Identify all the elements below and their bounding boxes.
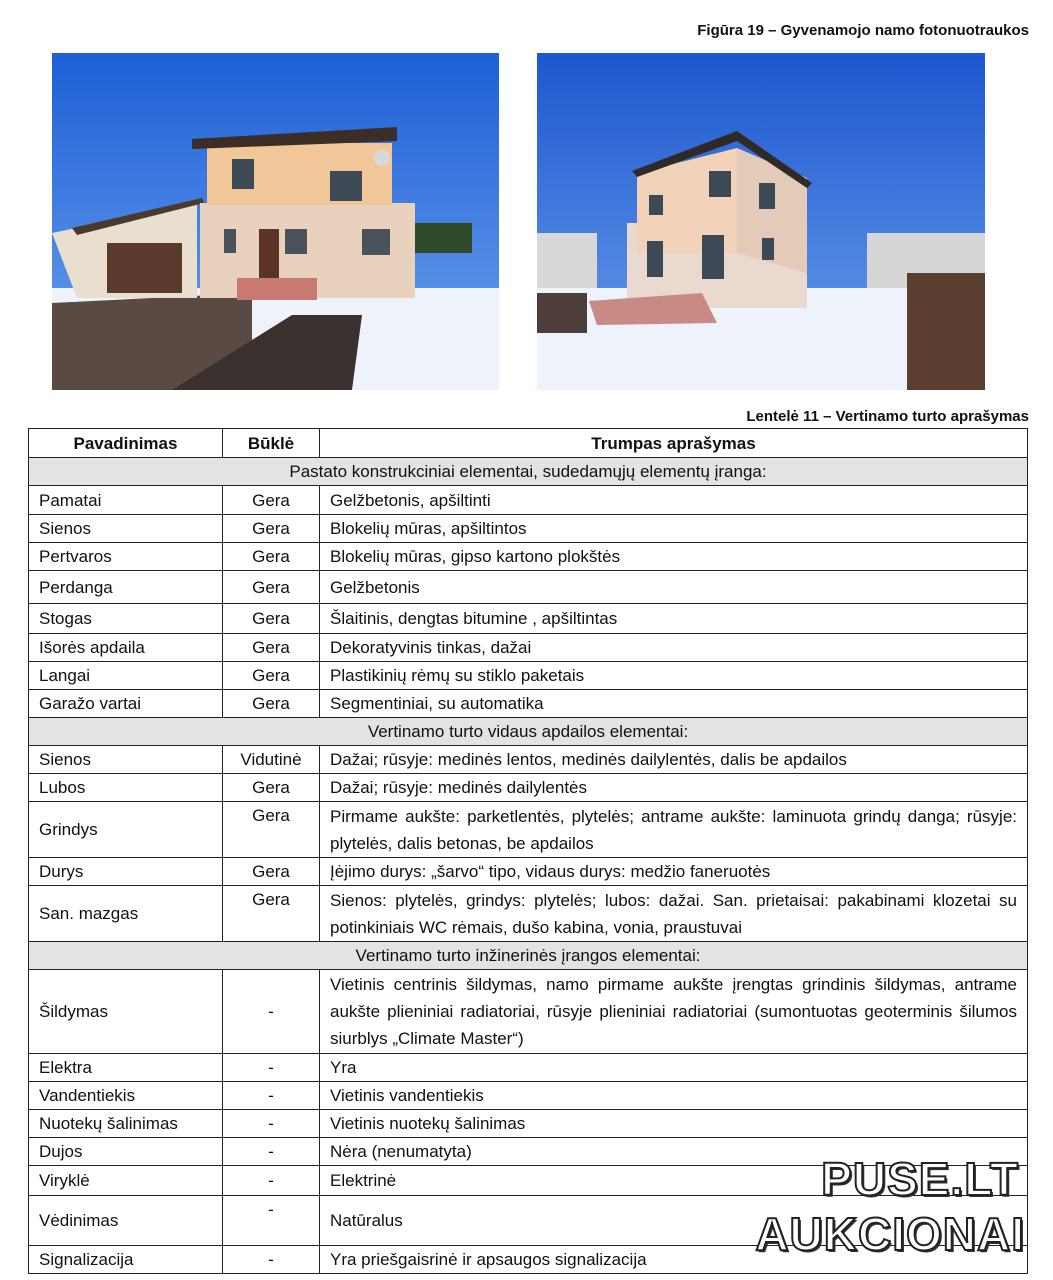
- row-name: Stogas: [29, 604, 223, 634]
- row-name: Išorės apdaila: [29, 634, 223, 662]
- row-state: Gera: [223, 571, 320, 604]
- row-name: Nuotekų šalinimas: [29, 1110, 223, 1138]
- row-state: -: [223, 1166, 320, 1196]
- row-description: Dažai; rūsyje: medinės lentos, medinės dailylentės, dalis be apdailos: [320, 746, 1028, 774]
- row-state: Gera: [223, 690, 320, 718]
- table-row: [29, 571, 1028, 604]
- row-state: Gera: [223, 634, 320, 662]
- row-description: Elektrinė: [320, 1166, 1028, 1196]
- row-name: Langai: [29, 662, 223, 690]
- row-state: Gera: [223, 774, 320, 802]
- row-state: Gera: [223, 486, 320, 515]
- table-row: [29, 604, 1028, 634]
- table-row: [29, 1110, 1028, 1138]
- row-state: -: [223, 1110, 320, 1138]
- row-state: -: [223, 1054, 320, 1082]
- row-name: Grindys: [29, 802, 223, 858]
- table-row: [29, 543, 1028, 571]
- table-caption: Lentelė 11 – Vertinamo turto aprašymas: [746, 408, 1029, 425]
- row-description: Blokelių mūras, apšiltintos: [320, 515, 1028, 543]
- row-name: Pamatai: [29, 486, 223, 515]
- row-name: Elektra: [29, 1054, 223, 1082]
- table-row: [29, 1082, 1028, 1110]
- row-description: Yra: [320, 1054, 1028, 1082]
- table-row: [29, 802, 1028, 858]
- row-state: Gera: [223, 858, 320, 886]
- table-header-row: [29, 429, 1028, 458]
- table-row: [29, 774, 1028, 802]
- house-photo-front: [52, 53, 499, 390]
- row-description: Vietinis centrinis šildymas, namo pirmame aukšte įrengtas grindinis šildymas, antrame aukšte plieniniai radiatoriai, rūsyje plieniniai radiatoriai (sumontuotas geoterminis šilumos siurblys „Climate Master“): [320, 970, 1028, 1054]
- section-title: Vertinamo turto inžinerinės įrangos elementai:: [29, 942, 1028, 970]
- row-name: Durys: [29, 858, 223, 886]
- row-state: Gera: [223, 662, 320, 690]
- row-state: Gera: [223, 802, 320, 858]
- row-description: Plastikinių rėmų su stiklo paketais: [320, 662, 1028, 690]
- row-name: Vėdinimas: [29, 1196, 223, 1246]
- row-description: Segmentiniai, su automatika: [320, 690, 1028, 718]
- header-description: Trumpas aprašymas: [320, 429, 1028, 458]
- row-description: Šlaitinis, dengtas bitumine , apšiltintas: [320, 604, 1028, 634]
- row-description: Sienos: plytelės, grindys: plytelės; lubos: dažai. San. prietaisai: pakabinami klozetai su potinkiniais WC rėmais, dušo kabina, vonia, praustuvai: [320, 886, 1028, 942]
- row-description: Gelžbetonis: [320, 571, 1028, 604]
- row-name: Šildymas: [29, 970, 223, 1054]
- section-row: [29, 458, 1028, 486]
- row-description: Dažai; rūsyje: medinės dailylentės: [320, 774, 1028, 802]
- table-row: [29, 662, 1028, 690]
- row-description: Nėra (nenumatyta): [320, 1138, 1028, 1166]
- row-description: Gelžbetonis, apšiltinti: [320, 486, 1028, 515]
- header-name: Pavadinimas: [29, 429, 223, 458]
- row-state: -: [223, 1082, 320, 1110]
- row-state: Gera: [223, 543, 320, 571]
- row-description: Blokelių mūras, gipso kartono plokštės: [320, 543, 1028, 571]
- row-name: Sienos: [29, 746, 223, 774]
- section-row: [29, 942, 1028, 970]
- row-name: Vandentiekis: [29, 1082, 223, 1110]
- header-state: Būklė: [223, 429, 320, 458]
- table-row: [29, 970, 1028, 1054]
- table-row: [29, 486, 1028, 515]
- row-name: Signalizacija: [29, 1246, 223, 1274]
- row-state: Gera: [223, 515, 320, 543]
- row-description: Natūralus: [320, 1196, 1028, 1246]
- row-state: Gera: [223, 886, 320, 942]
- section-title: Pastato konstrukciniai elementai, sudedamųjų elementų įranga:: [29, 458, 1028, 486]
- house-photo-side: [537, 53, 985, 390]
- row-name: Garažo vartai: [29, 690, 223, 718]
- section-row: [29, 718, 1028, 746]
- house-side-image: [537, 53, 985, 390]
- table-row: [29, 690, 1028, 718]
- watermark-line1: PUSE.LT: [821, 1153, 1019, 1205]
- row-state: -: [223, 970, 320, 1054]
- watermark-line2: AUKCIONAI: [755, 1208, 1025, 1260]
- row-description: Įėjimo durys: „šarvo“ tipo, vidaus durys: medžio faneruotės: [320, 858, 1028, 886]
- row-description: Pirmame aukšte: parketlentės, plytelės; antrame aukšte: laminuota grindų danga; rūsyje: plytelės, dalis betonas, be apdailos: [320, 802, 1028, 858]
- table-row: [29, 886, 1028, 942]
- row-description: Vietinis nuotekų šalinimas: [320, 1110, 1028, 1138]
- row-name: Perdanga: [29, 571, 223, 604]
- row-name: Viryklė: [29, 1166, 223, 1196]
- row-state: -: [223, 1196, 320, 1246]
- section-title: Vertinamo turto vidaus apdailos elementai:: [29, 718, 1028, 746]
- table-row: [29, 515, 1028, 543]
- table-row: [29, 1054, 1028, 1082]
- row-name: Sienos: [29, 515, 223, 543]
- house-front-image: [52, 53, 499, 390]
- table-row: [29, 858, 1028, 886]
- row-description: Vietinis vandentiekis: [320, 1082, 1028, 1110]
- row-description: Yra priešgaisrinė ir apsaugos signalizacija: [320, 1246, 1028, 1274]
- row-name: San. mazgas: [29, 886, 223, 942]
- property-description-table: [28, 428, 1028, 1274]
- table-row: [29, 634, 1028, 662]
- row-state: Vidutinė: [223, 746, 320, 774]
- row-name: Lubos: [29, 774, 223, 802]
- figure-caption: Figūra 19 – Gyvenamojo namo fotonuotraukos: [697, 22, 1029, 39]
- row-name: Pertvaros: [29, 543, 223, 571]
- row-state: -: [223, 1138, 320, 1166]
- row-name: Dujos: [29, 1138, 223, 1166]
- table-row: [29, 746, 1028, 774]
- row-state: -: [223, 1246, 320, 1274]
- row-description: Dekoratyvinis tinkas, dažai: [320, 634, 1028, 662]
- row-state: Gera: [223, 604, 320, 634]
